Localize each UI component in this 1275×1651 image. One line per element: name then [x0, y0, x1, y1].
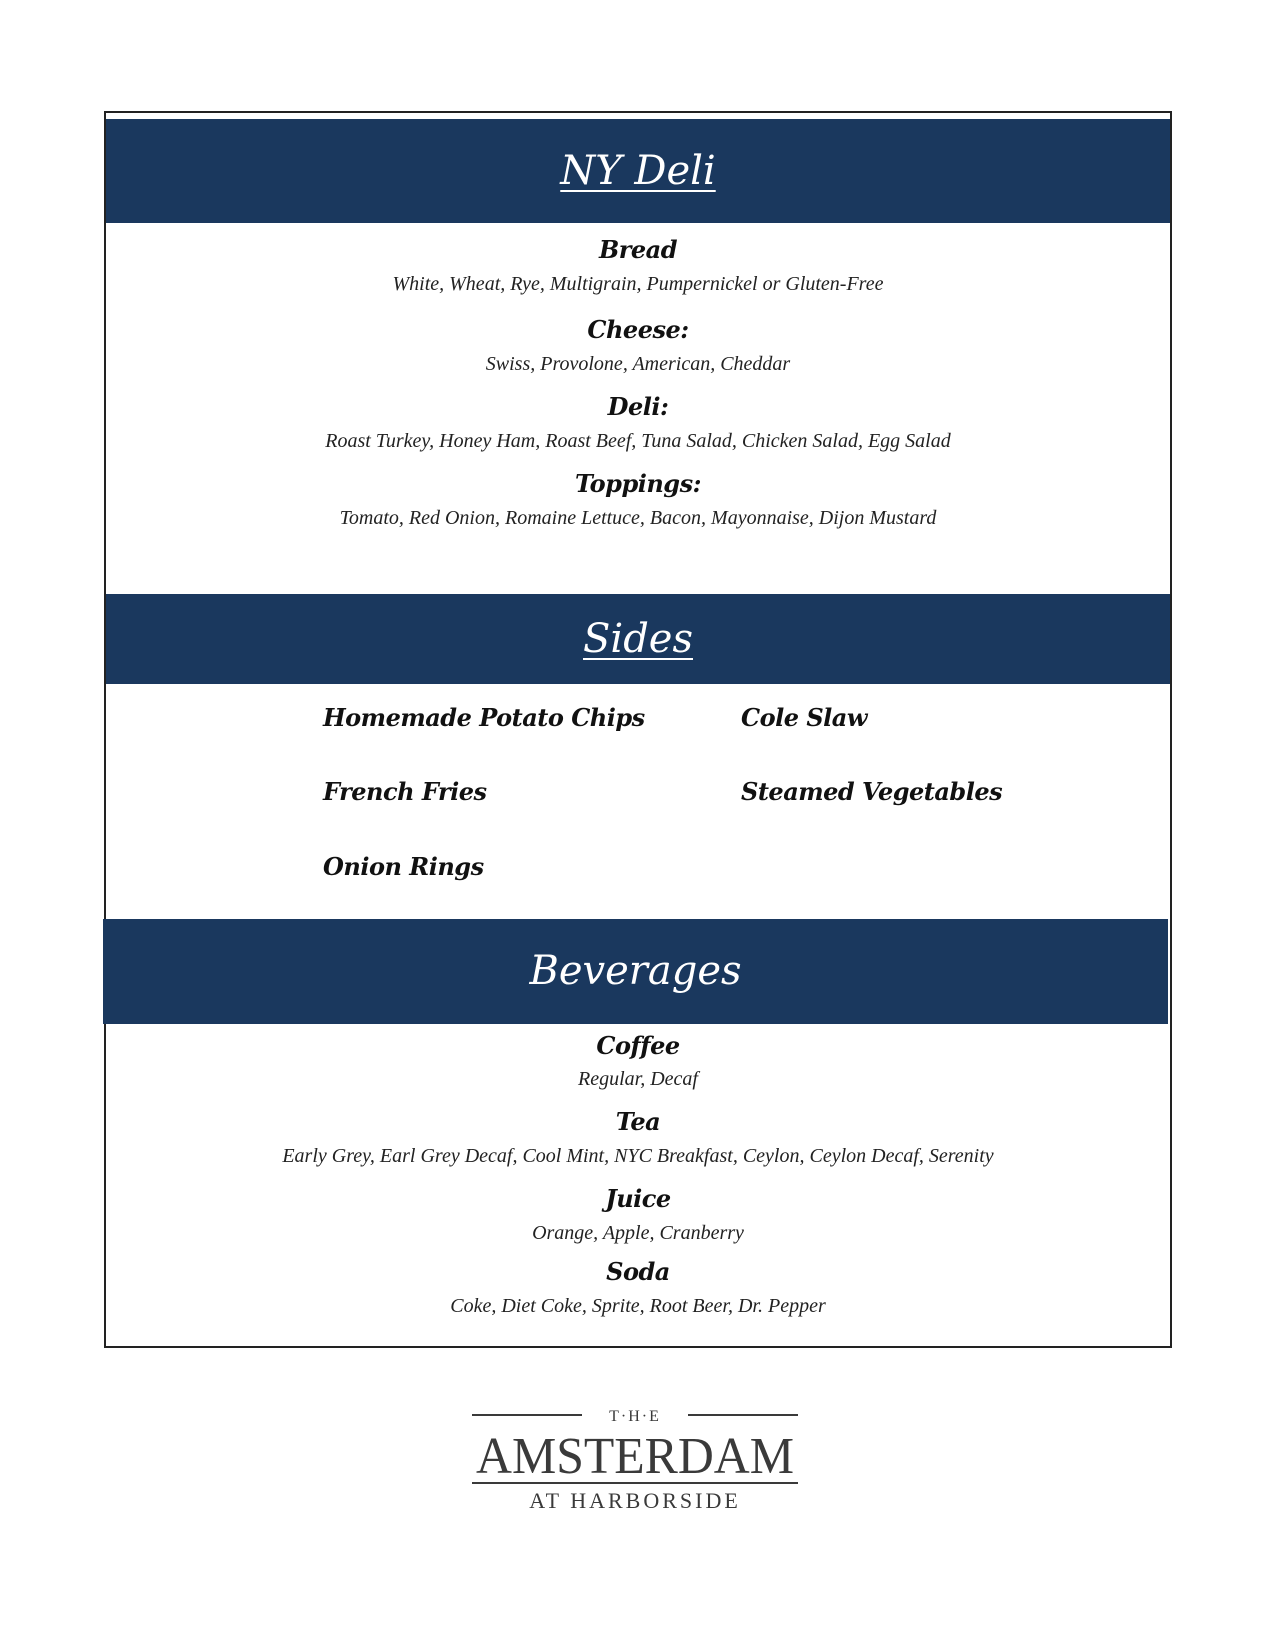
bev-soda-items-row	[106, 1295, 1170, 1318]
menu-frame	[104, 111, 1172, 1348]
side-item: French Fries	[323, 777, 487, 806]
bev-coffee	[106, 1031, 1170, 1060]
side-item: Homemade Potato Chips	[323, 703, 645, 732]
category-name: Cheese:	[587, 315, 689, 344]
category-items: Swiss, Provolone, American, Cheddar	[485, 353, 791, 375]
deli-cheese	[106, 315, 1170, 344]
deli-deli	[106, 392, 1170, 421]
logo-name: AMSTERDAM	[476, 1428, 794, 1485]
category-items: Roast Turkey, Honey Ham, Roast Beef, Tuna Salad, Chicken Salad, Egg Salad	[325, 430, 951, 452]
deli-bread-items-row	[106, 273, 1170, 296]
side-item: Onion Rings	[323, 852, 484, 881]
section-header-beverages	[103, 919, 1168, 1024]
category-name: Toppings:	[575, 469, 701, 498]
logo-the: T·H·E	[609, 1408, 661, 1425]
side-item: Steamed Vegetables	[741, 777, 1003, 806]
category-items: White, Wheat, Rye, Multigrain, Pumpernickel or Gluten-Free	[392, 273, 884, 295]
section-title-beverages: Beverages	[529, 948, 742, 994]
bev-tea-items-row	[106, 1145, 1170, 1168]
section-title-sides: Sides	[583, 616, 693, 662]
section-header-sides	[106, 594, 1170, 684]
category-items: Tomato, Red Onion, Romaine Lettuce, Bacon, Mayonnaise, Dijon Mustard	[339, 507, 937, 529]
category-name: Deli:	[607, 392, 669, 421]
bev-juice-items-row	[106, 1222, 1170, 1245]
deli-toppings-items-row	[106, 507, 1170, 530]
deli-toppings	[106, 469, 1170, 498]
category-items: Orange, Apple, Cranberry	[532, 1222, 744, 1244]
category-name: Bread	[598, 235, 678, 264]
deli-bread	[106, 235, 1170, 264]
category-name: Coffee	[596, 1031, 680, 1060]
category-name: Tea	[615, 1107, 661, 1136]
category-name: Soda	[606, 1257, 670, 1286]
category-items: Regular, Decaf	[578, 1068, 698, 1090]
amsterdam-logo	[470, 1405, 800, 1515]
category-items: Coke, Diet Coke, Sprite, Root Beer, Dr. Pepper	[450, 1295, 826, 1317]
deli-deli-items-row	[106, 430, 1170, 453]
section-title-deli: NY Deli	[560, 148, 716, 194]
side-item: Cole Slaw	[741, 703, 868, 732]
section-header-deli	[106, 119, 1170, 223]
bev-tea	[106, 1107, 1170, 1136]
bev-coffee-items-row	[106, 1068, 1170, 1091]
bev-soda	[106, 1257, 1170, 1286]
bev-juice	[106, 1184, 1170, 1213]
deli-cheese-items-row	[106, 353, 1170, 376]
category-name: Juice	[605, 1184, 671, 1213]
logo-tagline: AT HARBORSIDE	[529, 1488, 741, 1513]
category-items: Early Grey, Earl Grey Decaf, Cool Mint, NYC Breakfast, Ceylon, Ceylon Decaf, Serenity	[282, 1145, 994, 1167]
